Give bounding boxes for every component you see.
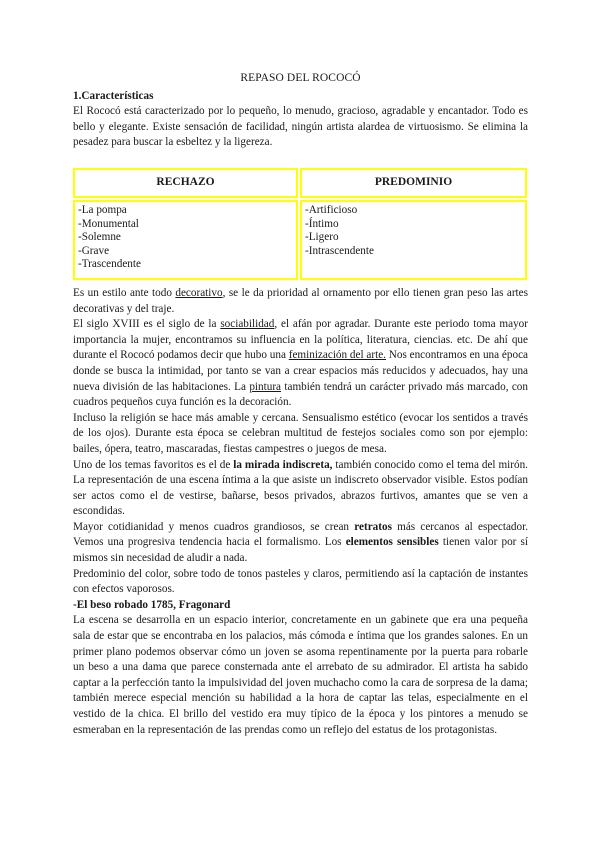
- comparison-table: [71, 166, 529, 282]
- table-body-row: [73, 200, 527, 280]
- rechazo-list: [73, 200, 298, 280]
- text-run: Nos encontramos en una época donde se busca la intimidad, por tanto se van a crear espacios más reducidos y adecuados, hay una nueva división de las habitaciones. La: [73, 349, 529, 393]
- document-body: [73, 71, 528, 738]
- text-run: también tendrá un carácter privado más marcado, con cuadros pequeños cuya función es la decoración.: [73, 380, 528, 409]
- predominio-list: [300, 200, 527, 280]
- text-run: tienen valor por sí mismos sin necesidad de aludir a nada.: [73, 536, 529, 565]
- paragraph-sociabilidad: [73, 317, 528, 411]
- header-rechazo: RECHAZO: [73, 168, 298, 198]
- text-run: Es un estilo ante todo: [73, 286, 176, 299]
- list-item: -Íntimo: [305, 217, 339, 230]
- intro-paragraph: El Rococó está caracterizado por lo pequeño, lo menudo, gracioso, agradable y encantador. Todo es bello y elegante. Existe sensación de facilidad, ningún artista alardea de virtuosismo. Se elimina la pesadez para buscar la esbeltez y la ligereza.: [73, 105, 528, 149]
- underlined-term: pintura: [249, 380, 282, 393]
- paragraph-color: Predominio del color, sobre todo de tonos pasteles y claros, permitiendo así la captación de instantes con efectos vaporosos.: [73, 567, 528, 596]
- section-heading-caracteristicas: 1.Características: [73, 89, 154, 102]
- underlined-term: feminización del arte.: [288, 349, 386, 362]
- list-item: -Solemne: [78, 231, 121, 244]
- text-run: Mayor cotidianidad y menos cuadros grandiosos, se crean: [73, 520, 355, 533]
- bold-term: retratos: [354, 520, 392, 533]
- text-run: también conocido como el tema del mirón. La representación de una escena íntima a la que asiste un indiscreto observador visible. Estos podían ser actos como el de vestirse, bañarse, besos privados, abrazos furtivos, amantes que se ven a escondidas.: [73, 458, 528, 518]
- list-item: -Intrascendente: [305, 244, 374, 257]
- list-item: -Monumental: [78, 217, 139, 230]
- paragraph-beso-robado: La escena se desarrolla en un espacio interior, concretamente en un gabinete que era una pequeña sala de estar que se encontraba en los palacios, más cómoda e íntima que los grandes salones. En un primer plano podemos observar cómo un joven se asoma repentinamente por la puerta para robarle un beso a una dama que parece consternada ante el arrebato de su admirador. El artista ha sabido captar a la perfección tanto la impulsividad del joven muchacho como la cara de sorpresa de la dama; también merece especial mención su habilidad a la hora de captar las telas, especialmente en el vestido de la chica. El brillo del vestido era muy típico de la época y los pintores a menudo se esmeraban en la representación de las prendas como un reflejo del estatus de los protagonistas.: [73, 614, 528, 736]
- bold-term: elementos sensibles: [345, 536, 439, 549]
- list-item: -Artificioso: [305, 203, 358, 216]
- text-run: , se le da prioridad al ornamento por ello tienen gran peso las artes decorativas y del traje.: [73, 286, 528, 315]
- list-item: -La pompa: [78, 203, 127, 216]
- artwork-heading: -El beso robado 1785, Fragonard: [73, 598, 231, 611]
- text-run: más cercanos al espectador. Vemos una progresiva tendencia hacia el formalismo. Los: [73, 520, 529, 549]
- text-run: El siglo XVIII es el siglo de la: [73, 318, 221, 331]
- list-item: -Grave: [78, 244, 110, 257]
- paragraph-retratos: [73, 520, 528, 567]
- text-run: Uno de los temas favoritos es el de: [73, 458, 234, 471]
- paragraph-decorativo: [73, 286, 528, 317]
- paragraph-religion: Incluso la religión se hace más amable y cercana. Sensualismo estético (evocar los sentidos a través de los ojos). Durante esta época se celebran multitud de festejos sociales como son por ejemplo: bailes, ópera, teatro, mascaradas, fiestas campestres o juegos de mesa.: [73, 411, 528, 455]
- list-item: -Ligero: [305, 231, 339, 244]
- text-run: , el afán por agradar. Durante este periodo toma mayor importancia la mujer, encontramos su influencia en la política, literatura, ciencias. etc. De ahí que durante el Rococó podamos decir que hubo una: [73, 318, 528, 362]
- header-predominio: PREDOMINIO: [300, 168, 527, 198]
- underlined-term: sociabilidad: [220, 318, 275, 331]
- list-item: -Trascendente: [78, 258, 141, 271]
- table-header-row: [73, 168, 527, 198]
- paragraph-mirada-indiscreta: [73, 458, 528, 520]
- underlined-term: decorativo: [175, 286, 223, 299]
- bold-term: la mirada indiscreta,: [233, 458, 333, 471]
- page-title: REPASO DEL ROCOCÓ: [240, 72, 361, 84]
